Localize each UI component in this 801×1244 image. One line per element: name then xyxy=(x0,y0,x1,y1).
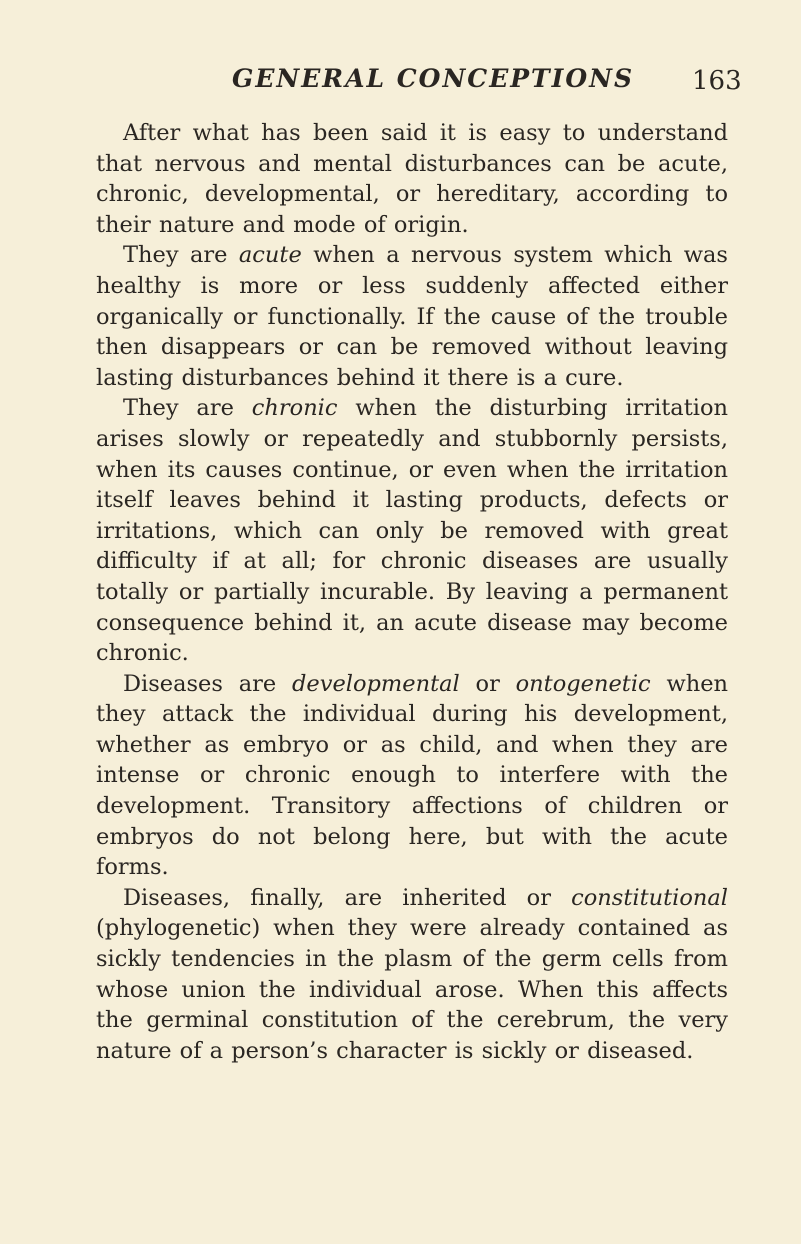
term-ontogenetic: ontogenetic xyxy=(515,670,651,697)
paragraph-text: They are xyxy=(123,242,239,269)
page-number: 163 xyxy=(692,66,742,96)
running-title: GENERAL CONCEPTIONS xyxy=(232,64,635,93)
paragraph-chronic xyxy=(96,393,728,668)
term-acute: acute xyxy=(238,242,302,269)
paragraph-text: (phylogenetic) when they were already contained as sickly tendencies in the plasm of the germ cells from whose union the individual arose. When this affects the germinal constitution of the cerebrum, the very nature of a person’s character is sickly or diseased. xyxy=(96,915,728,1064)
paragraph-text: After what has been said it is easy to understand that nervous and mental disturbances can be acute, chronic, developmental, or hereditary, according to their nature and mode of origin. xyxy=(96,120,728,238)
paragraph-intro xyxy=(96,118,728,240)
running-head xyxy=(0,62,801,96)
paragraph-text: when the disturbing irritation arises slowly or repeatedly and stubbornly persists, when its causes continue, or even when the irritation itself leaves behind it lasting products, defects or irritations, which can only be removed with great difficulty if at all; for chronic diseases are usually totally or partially incurable. By leaving a permanent consequence behind it, an acute disease may become chronic. xyxy=(96,395,728,667)
paragraph-text: Diseases are xyxy=(123,670,293,697)
term-chronic: chronic xyxy=(251,395,338,422)
paragraph-acute xyxy=(96,240,728,393)
paragraph-text: Diseases, finally, are inherited or xyxy=(123,884,572,911)
paragraph-constitutional xyxy=(96,883,728,1067)
paragraph-developmental xyxy=(96,669,728,883)
paragraph-text: when they attack the individual during his development, whether as embryo or as child, and when they are intense or chronic enough to interfere with the development. Transitory affections of children or embryos do not belong here, but with the acute forms. xyxy=(96,670,729,881)
paragraph-text: They are xyxy=(123,395,252,422)
term-developmental: developmental xyxy=(292,670,460,697)
paragraph-text: or xyxy=(459,670,516,697)
body-text xyxy=(96,118,728,1066)
paragraph-text: when a nervous system which was healthy is more or less suddenly affected either organically or functionally. If the cause of the trouble then disappears or can be removed without leaving lasting disturbances behind it there is a cure. xyxy=(96,242,728,391)
term-constitutional: constitutional xyxy=(571,884,728,911)
